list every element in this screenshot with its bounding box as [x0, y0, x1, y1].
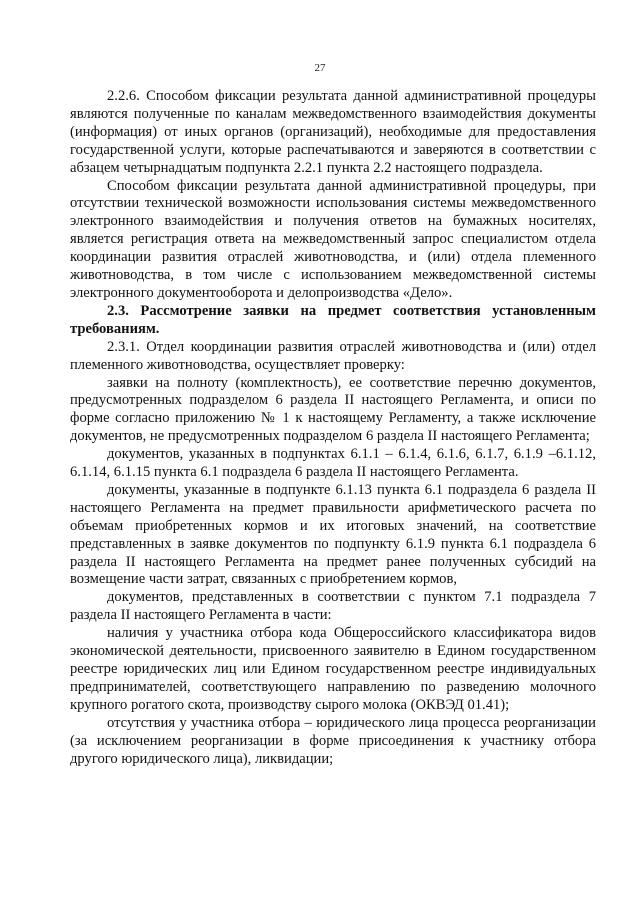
page-number: 27 [314, 62, 326, 74]
paragraph-application-completeness: заявки на полноту (комплектность), ее соответствие перечню документов, предусмотренных подразделом 6 раздела II настоящего Регламента, и описи по форме согласно приложению № 1 к настоящему Регламенту, а также исключение документов, не предусмотренных подразделом 6 раздела II настоящего Регламента; [70, 374, 596, 445]
paragraph-arithmetic-check: документы, указанные в подпункте 6.1.13 пункта 6.1 подраздела 6 раздела II настоящего Регламента на предмет правильности арифметического расчета по объемам приобретенных кормов и их итоговых значений, на соответствие представленных в заявке документов по подпункту 6.1.9 пункта 6.1 подраздела 6 раздела II настоящего Регламента на предмет ранее полученных субсидий на возмещение части затрат, связанных с приобретением кормов, [70, 481, 596, 588]
paragraph-documents-7-1: документов, представленных в соответствии с пунктом 7.1 подраздела 7 раздела II настоящего Регламента в части: [70, 589, 596, 624]
section-heading-2-3: 2.3. Рассмотрение заявки на предмет соответствия установленным требованиям. [70, 302, 596, 337]
document-body [70, 88, 596, 768]
paragraph-2-3-1: 2.3.1. Отдел координации развития отраслей животноводства и (или) отдел племенного животноводства, осуществляет проверку: [70, 338, 596, 373]
paragraph-2-2-6: 2.2.6. Способом фиксации результата данной административной процедуры являются полученные по каналам межведомственного взаимодействия документы (информация) от иных органов (организаций), необходимые для предоставления государственной услуги, которые распечатываются и заверяются в соответствии с абзацем четырнадцатым подпункта 2.2.1 пункта 2.2 настоящего подраздела. [70, 88, 596, 176]
paragraph-reorganization: отсутствия у участника отбора – юридического лица процесса реорганизации (за исключением реорганизации в форме присоединения к участнику отбора другого юридического лица), ликвидации; [70, 714, 596, 767]
paragraph-documents-subitems: документов, указанных в подпунктах 6.1.1 – 6.1.4, 6.1.6, 6.1.7, 6.1.9 –6.1.12, 6.1.14, 6.1.15 пункта 6.1 подраздела 6 раздела II настоящего Регламента. [70, 446, 596, 481]
paragraph-okved-code: наличия у участника отбора кода Общероссийского классификатора видов экономической деятельности, присвоенного заявителю в Едином государственном реестре юридических лиц или Едином государственном реестре индивидуальных предпринимателей, соответствующего направлению по разведению молочного крупного рогатого скота, производству сырого молока (ОКВЭД 01.41); [70, 625, 596, 713]
paragraph-fixation-method: Способом фиксации результата данной административной процедуры, при отсутствии технической возможности использования системы межведомственного электронного взаимодействия и получения ответов на бумажных носителях, является регистрация ответа на межведомственный запрос специалистом отдела координации развития отраслей животноводства, и (или) отдела племенного животноводства, в том числе с использованием межведомственной системы электронного документооборота и делопроизводства «Дело». [70, 177, 596, 301]
